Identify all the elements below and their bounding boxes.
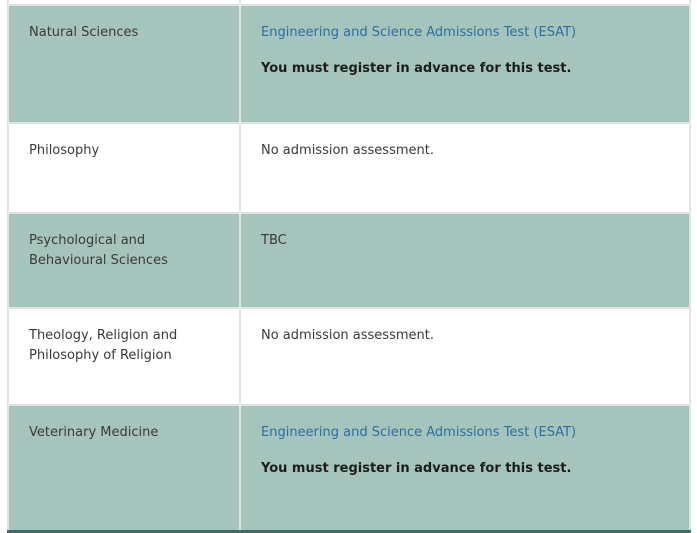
course-name: Veterinary Medicine xyxy=(29,425,159,440)
course-cell xyxy=(7,6,241,124)
assessment-text: No admission assessment. xyxy=(261,143,434,158)
assessment-text: No admission assessment. xyxy=(261,328,434,343)
course-name: Philosophy xyxy=(29,143,100,158)
table-row xyxy=(7,406,691,530)
esat-link[interactable]: Engineering and Science Admissions Test (ESAT) xyxy=(261,25,577,40)
course-cell xyxy=(7,214,241,309)
assessment-cell xyxy=(241,309,691,406)
table-row xyxy=(7,214,691,309)
esat-link[interactable]: Engineering and Science Admissions Test (ESAT) xyxy=(261,425,577,440)
course-name: Natural Sciences xyxy=(29,25,139,40)
course-name: Theology, Religion and Philosophy of Religion xyxy=(29,328,178,363)
course-name: Psychological and Behavioural Sciences xyxy=(29,233,168,268)
table-row xyxy=(7,309,691,406)
course-cell xyxy=(7,124,241,214)
assessment-cell xyxy=(241,124,691,214)
register-note: You must register in advance for this test. xyxy=(261,60,572,76)
table-row xyxy=(7,124,691,214)
assessment-cell xyxy=(241,6,691,124)
table-row xyxy=(7,6,691,124)
assessment-text: TBC xyxy=(261,233,287,248)
admission-assessment-table xyxy=(7,0,691,533)
assessment-cell xyxy=(241,214,691,309)
assessment-cell xyxy=(241,406,691,530)
course-cell xyxy=(7,309,241,406)
register-note: You must register in advance for this test. xyxy=(261,460,572,476)
assessment-table-container xyxy=(7,0,691,533)
course-cell xyxy=(7,406,241,530)
